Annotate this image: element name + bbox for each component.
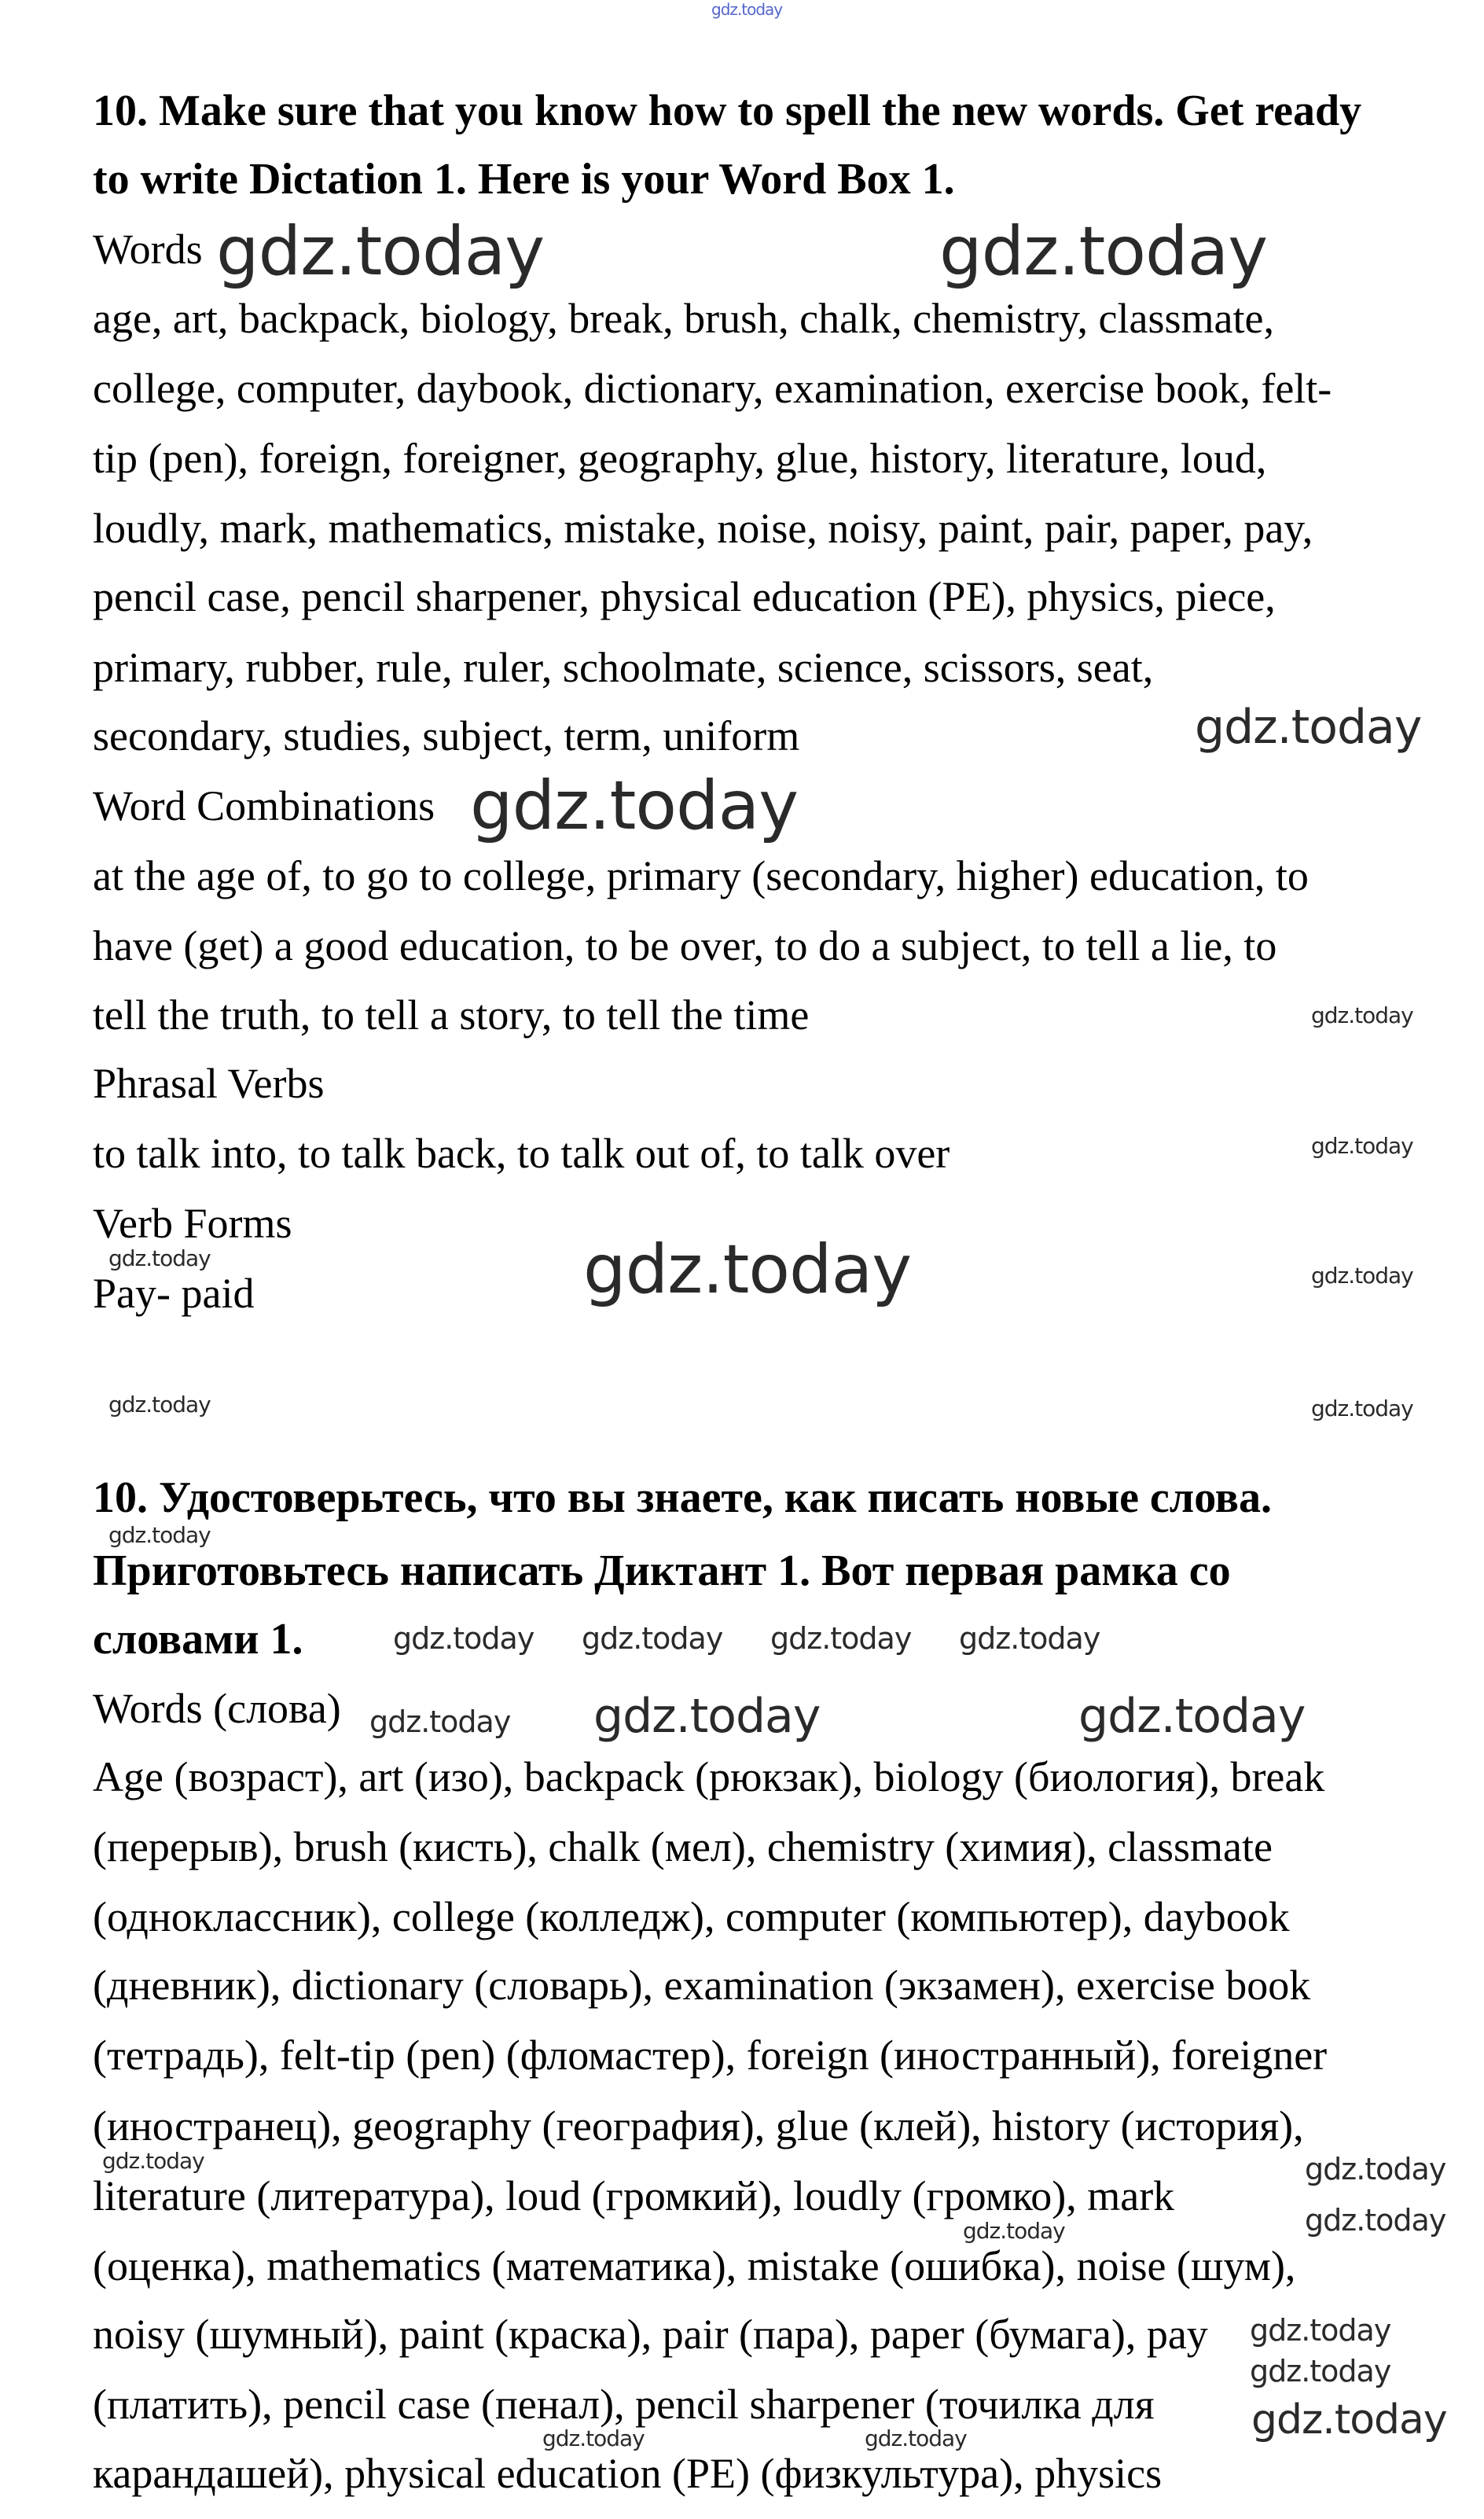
- combination-line: have (get) a good education, to be over, to do a subject, to tell a lie, to: [93, 922, 1277, 969]
- watermark: gdz.today: [102, 2148, 204, 2174]
- word-line: primary, rubber, rule, ruler, schoolmate, science, scissors, seat,: [93, 644, 1154, 691]
- exercise-heading-ru: Приготовьтесь написать Диктант 1. Вот первая рамка со: [93, 1546, 1231, 1595]
- exercise-heading-ru: словами 1.: [93, 1615, 303, 1664]
- watermark: gdz.today: [1305, 2152, 1446, 2186]
- word-line: secondary, studies, subject, term, uniform: [93, 712, 800, 759]
- watermark: gdz.today: [470, 767, 799, 845]
- word-line-ru: Age (возраст), art (изо), backpack (рюкзак), biology (биология), break: [93, 1753, 1325, 1800]
- watermark: gdz.today: [1195, 700, 1422, 755]
- watermark: gdz.today: [369, 1704, 511, 1739]
- word-line: college, computer, daybook, dictionary, examination, exercise book, felt-: [93, 365, 1332, 412]
- watermark: gdz.today: [108, 1392, 211, 1418]
- watermark: gdz.today: [1311, 1263, 1413, 1289]
- combination-line: at the age of, to go to college, primary (secondary, higher) education, to: [93, 852, 1309, 899]
- watermark: gdz.today: [1311, 1133, 1413, 1159]
- watermark: gdz.today: [108, 1522, 211, 1548]
- word-line-ru: (иностранец), geography (география), glue (клей), history (история),: [93, 2102, 1304, 2149]
- watermark: gdz.today: [939, 212, 1268, 291]
- word-line-ru: (перерыв), brush (кисть), chalk (мел), chemistry (химия), classmate: [93, 1823, 1273, 1870]
- forms-line: Pay- paid: [93, 1270, 255, 1317]
- word-line-ru: noisy (шумный), paint (краска), pair (пара), paper (бумага), pay: [93, 2311, 1208, 2358]
- forms-label: Verb Forms: [93, 1200, 292, 1247]
- phrasal-label: Phrasal Verbs: [93, 1060, 325, 1107]
- watermark: gdz.today: [1311, 1002, 1413, 1028]
- watermark: gdz.today: [865, 2425, 967, 2451]
- watermark: gdz.today: [711, 0, 783, 19]
- watermark: gdz.today: [108, 1245, 211, 1271]
- word-line-ru: (тетрадь), felt-tip (pen) (фломастер), foreign (иностранный), foreigner: [93, 2032, 1328, 2079]
- watermark: gdz.today: [1311, 1396, 1413, 1421]
- watermark: gdz.today: [963, 2218, 1065, 2244]
- combination-line: tell the truth, to tell a story, to tell the time: [93, 991, 810, 1039]
- watermark: gdz.today: [583, 1230, 912, 1309]
- word-line-ru: карандашей), physical education (PE) (физкультура), physics: [93, 2450, 1163, 2497]
- watermark: gdz.today: [1250, 2354, 1391, 2388]
- exercise-heading: to write Dictation 1. Here is your Word Box 1.: [93, 155, 955, 204]
- word-line: pencil case, pencil sharpener, physical education (PE), physics, piece,: [93, 573, 1276, 620]
- phrasal-line: to talk into, to talk back, to talk out of, to talk over: [93, 1130, 950, 1177]
- word-line-ru: (платить), pencil case (пенал), pencil sharpener (точилка для: [93, 2381, 1155, 2428]
- word-line: tip (pen), foreign, foreigner, geography, glue, history, literature, loud,: [93, 435, 1267, 482]
- watermark: gdz.today: [1250, 2313, 1391, 2348]
- watermark: gdz.today: [770, 1621, 912, 1656]
- watermark: gdz.today: [1078, 1689, 1306, 1744]
- watermark: gdz.today: [1305, 2203, 1446, 2238]
- words-label-ru: Words (слова): [93, 1685, 341, 1732]
- watermark: gdz.today: [542, 2425, 645, 2451]
- watermark: gdz.today: [593, 1689, 821, 1744]
- watermark: gdz.today: [393, 1621, 534, 1656]
- watermark: gdz.today: [1251, 2396, 1447, 2444]
- word-line-ru: (дневник), dictionary (словарь), examination (экзамен), exercise book: [93, 1962, 1311, 2009]
- watermark: gdz.today: [959, 1621, 1100, 1656]
- exercise-heading-ru: 10. Удостоверьтесь, что вы знаете, как писать новые слова.: [93, 1473, 1273, 1522]
- word-line-ru: (оценка), mathematics (математика), mistake (ошибка), noise (шум),: [93, 2242, 1296, 2289]
- word-line: loudly, mark, mathematics, mistake, noise, noisy, paint, pair, paper, pay,: [93, 505, 1313, 552]
- word-line: age, art, backpack, biology, break, brush, chalk, chemistry, classmate,: [93, 295, 1274, 342]
- exercise-heading: 10. Make sure that you know how to spell the new words. Get ready: [93, 86, 1362, 135]
- word-line-ru: (одноклассник), college (колледж), computer (компьютер), daybook: [93, 1893, 1290, 1940]
- words-label: Words: [93, 226, 203, 273]
- watermark: gdz.today: [216, 212, 545, 291]
- watermark: gdz.today: [582, 1621, 723, 1656]
- word-line-ru: literature (литература), loud (громкий), loudly (громко), mark: [93, 2172, 1175, 2219]
- combinations-label: Word Combinations: [93, 782, 435, 829]
